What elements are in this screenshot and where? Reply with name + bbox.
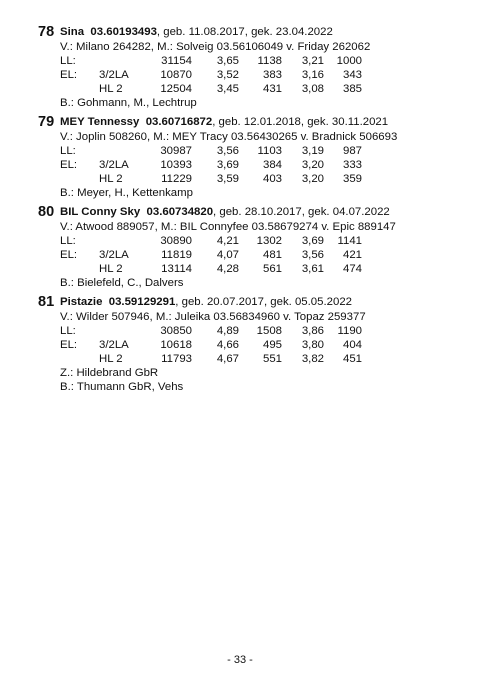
animal-name: BIL Conny Sky bbox=[60, 206, 141, 218]
animal-name: Pistazie bbox=[60, 296, 103, 308]
registration-number: 03.60716872 bbox=[145, 116, 213, 128]
registration-number: 03.60734820 bbox=[146, 206, 214, 218]
birth-calving-dates: , geb. 11.08.2017, gek. 23.04.2022 bbox=[156, 26, 333, 38]
entry-number: 78 bbox=[38, 24, 55, 40]
animal-name: Sina bbox=[60, 26, 85, 38]
page-number: - 33 - bbox=[227, 654, 253, 666]
birth-calving-dates: , geb. 28.10.2017, gek. 04.07.2022 bbox=[213, 206, 390, 218]
entry-number: 80 bbox=[38, 204, 55, 220]
birth-calving-dates: , geb. 20.07.2017, gek. 05.05.2022 bbox=[175, 296, 352, 308]
registration-number: 03.59129291 bbox=[108, 296, 176, 308]
entry-number: 79 bbox=[38, 114, 55, 130]
entry-number: 81 bbox=[38, 294, 55, 310]
animal-name: MEY Tennessy bbox=[60, 116, 140, 128]
birth-calving-dates: , geb. 12.01.2018, gek. 30.11.2021 bbox=[212, 116, 389, 128]
registration-number: 03.60193493 bbox=[90, 26, 157, 38]
